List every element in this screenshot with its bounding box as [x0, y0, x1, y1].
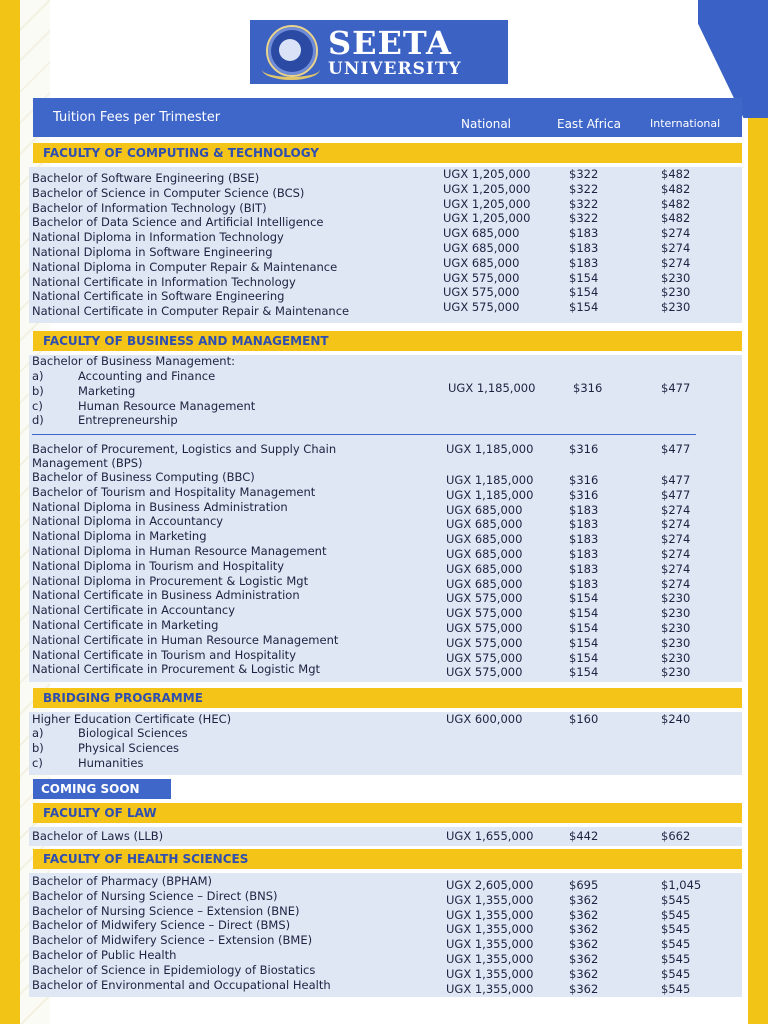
- section-business-title: FACULTY OF BUSINESS AND MANAGEMENT: [33, 331, 742, 351]
- program-name: Bachelor of Tourism and Hospitality Management: [32, 485, 316, 499]
- fee-east-africa: $160: [569, 712, 599, 726]
- fee-international: $477: [661, 488, 691, 502]
- fee-international: $545: [661, 922, 691, 936]
- university-logo: [250, 20, 508, 84]
- fee-east-africa: $362: [569, 967, 599, 981]
- fee-east-africa: $316: [569, 442, 599, 456]
- program-name: Bachelor of Information Technology (BIT): [32, 201, 267, 215]
- fee-national: UGX 1,355,000: [446, 893, 534, 907]
- program-name: Bachelor of Procurement, Logistics and Supply Chain: [32, 442, 337, 456]
- program-name: National Diploma in Procurement & Logistic Mgt: [32, 574, 309, 588]
- fee-national: UGX 685,000: [446, 517, 523, 531]
- fee-international: $230: [661, 606, 691, 620]
- fee-national: UGX 685,000: [443, 241, 520, 255]
- program-name: National Diploma in Software Engineering: [32, 245, 273, 259]
- fee-national: UGX 1,205,000: [443, 167, 531, 181]
- program-name: Higher Education Certificate (HEC): [32, 712, 232, 726]
- table-row: [0, 829, 768, 844]
- fee-east-africa: $183: [569, 532, 599, 546]
- fee-national: UGX 685,000: [446, 547, 523, 561]
- column-national: National: [461, 117, 512, 131]
- fee-international: $274: [661, 241, 691, 255]
- program-name: National Certificate in Software Engineering: [32, 289, 285, 303]
- page-title: Tuition Fees per Trimester: [53, 110, 221, 125]
- table-row: [0, 456, 768, 471]
- program-name: Bachelor of Environmental and Occupational Health: [32, 978, 331, 992]
- fee-east-africa: $183: [569, 547, 599, 561]
- fee-national: UGX 1,205,000: [443, 211, 531, 225]
- program-name: National Diploma in Tourism and Hospitality: [32, 559, 285, 573]
- fee-row: [0, 226, 768, 241]
- program-name: Bachelor of Software Engineering (BSE): [32, 171, 260, 185]
- list-item: b) Physical Sciences: [32, 741, 180, 755]
- fee-international: $545: [661, 937, 691, 951]
- fee-national: UGX 1,355,000: [446, 908, 534, 922]
- list-item: c) Humanities: [32, 756, 144, 770]
- program-name: Bachelor of Data Science and Artificial Intelligence: [32, 215, 324, 229]
- fee-row: [0, 167, 768, 182]
- section-computing-title: FACULTY OF COMPUTING & TECHNOLOGY: [33, 143, 742, 163]
- section-health-title: FACULTY OF HEALTH SCIENCES: [33, 849, 742, 869]
- fee-national: UGX 575,000: [446, 636, 523, 650]
- program-name: Bachelor of Midwifery Science – Extension (BME): [32, 933, 313, 947]
- fee-international: $477: [661, 442, 691, 456]
- fee-international: $482: [661, 197, 691, 211]
- fee-east-africa: $362: [569, 937, 599, 951]
- program-name: National Certificate in Marketing: [32, 618, 219, 632]
- fee-row: [0, 182, 768, 197]
- fee-national: UGX 575,000: [446, 621, 523, 635]
- fee-east-africa: $695: [569, 878, 599, 892]
- fee-east-africa: $183: [569, 562, 599, 576]
- fee-row: [0, 211, 768, 226]
- list-item: c) Human Resource Management: [32, 399, 256, 413]
- program-name: National Certificate in Computer Repair & Maintenance: [32, 304, 350, 318]
- program-name: Management (BPS): [32, 456, 143, 470]
- brand-subtitle: UNIVERSITY: [328, 58, 462, 79]
- fee-international: $274: [661, 532, 691, 546]
- fee-east-africa: $442: [569, 829, 599, 843]
- fee-row: [0, 665, 768, 680]
- program-name: National Diploma in Computer Repair & Maintenance: [32, 260, 338, 274]
- fee-international: $545: [661, 893, 691, 907]
- fee-national: UGX 2,605,000: [446, 878, 534, 892]
- fee-east-africa: $316: [573, 381, 603, 395]
- section-law-title: FACULTY OF LAW: [33, 803, 742, 823]
- list-item: a) Biological Sciences: [32, 726, 188, 740]
- fee-international: $230: [661, 271, 691, 285]
- program-name: Bachelor of Nursing Science – Direct (BNS): [32, 889, 278, 903]
- fee-national: UGX 685,000: [443, 256, 520, 270]
- fee-east-africa: $322: [569, 197, 599, 211]
- fee-national: UGX 600,000: [446, 712, 523, 726]
- fee-national: UGX 685,000: [446, 577, 523, 591]
- fee-row: [0, 197, 768, 212]
- program-name: Bachelor of Pharmacy (BPHAM): [32, 874, 213, 888]
- table-row: [0, 442, 768, 457]
- fee-international: $274: [661, 256, 691, 270]
- fee-national: UGX 575,000: [443, 300, 520, 314]
- program-name: National Certificate in Accountancy: [32, 603, 236, 617]
- fee-international: $482: [661, 182, 691, 196]
- fee-international: $230: [661, 651, 691, 665]
- fee-national: UGX 1,355,000: [446, 937, 534, 951]
- fee-east-africa: $362: [569, 922, 599, 936]
- program-name: Bachelor of Business Management:: [32, 354, 235, 368]
- program-name: National Diploma in Accountancy: [32, 514, 224, 528]
- table-row: [0, 381, 768, 396]
- fee-international: $662: [661, 829, 691, 843]
- fee-east-africa: $183: [569, 226, 599, 240]
- fee-national: UGX 1,185,000: [448, 381, 536, 395]
- fee-east-africa: $362: [569, 893, 599, 907]
- fee-international: $274: [661, 547, 691, 561]
- fee-national: UGX 685,000: [446, 532, 523, 546]
- fee-international: $482: [661, 167, 691, 181]
- fee-international: $274: [661, 562, 691, 576]
- fee-international: $274: [661, 226, 691, 240]
- fee-international: $230: [661, 636, 691, 650]
- fee-national: UGX 685,000: [446, 503, 523, 517]
- fee-east-africa: $322: [569, 167, 599, 181]
- fee-international: $274: [661, 517, 691, 531]
- fee-international: $477: [661, 473, 691, 487]
- program-name: Bachelor of Nursing Science – Extension (BNE): [32, 904, 300, 918]
- fee-international: $274: [661, 577, 691, 591]
- fee-east-africa: $154: [569, 665, 599, 679]
- fee-national: UGX 685,000: [443, 226, 520, 240]
- fee-row: [0, 256, 768, 271]
- section-bridging-title: BRIDGING PROGRAMME: [33, 688, 742, 708]
- fee-east-africa: $154: [569, 271, 599, 285]
- fee-east-africa: $154: [569, 606, 599, 620]
- seal-icon: [262, 23, 320, 81]
- fee-national: UGX 1,185,000: [446, 473, 534, 487]
- fee-national: UGX 1,185,000: [446, 442, 534, 456]
- program-name: Bachelor of Science in Computer Science (BCS): [32, 186, 305, 200]
- fee-east-africa: $183: [569, 577, 599, 591]
- fee-national: UGX 575,000: [443, 285, 520, 299]
- fee-international: $230: [661, 591, 691, 605]
- fee-international: $545: [661, 908, 691, 922]
- program-name: Bachelor of Science in Epidemiology of Biostatics: [32, 963, 316, 977]
- fee-national: UGX 1,355,000: [446, 952, 534, 966]
- fee-east-africa: $183: [569, 517, 599, 531]
- program-name: Bachelor of Midwifery Science – Direct (BMS): [32, 918, 291, 932]
- fee-international: $230: [661, 300, 691, 314]
- program-name: Bachelor of Business Computing (BBC): [32, 470, 255, 484]
- program-name: National Diploma in Marketing: [32, 529, 207, 543]
- program-name: Bachelor of Laws (LLB): [32, 829, 164, 843]
- fee-east-africa: $362: [569, 982, 599, 996]
- list-item: b) Marketing: [32, 384, 136, 398]
- fee-national: UGX 575,000: [446, 665, 523, 679]
- fee-international: $230: [661, 285, 691, 299]
- fee-national: UGX 1,355,000: [446, 922, 534, 936]
- fee-east-africa: $183: [569, 503, 599, 517]
- program-name: National Certificate in Human Resource Management: [32, 633, 339, 647]
- fee-international: $230: [661, 665, 691, 679]
- fee-national: UGX 1,655,000: [446, 829, 534, 843]
- fee-national: UGX 575,000: [446, 651, 523, 665]
- fee-international: $477: [661, 381, 691, 395]
- fee-international: $1,045: [661, 878, 702, 892]
- brand-name: SEETA: [328, 23, 452, 62]
- table-header: [33, 98, 742, 137]
- fee-international: $482: [661, 211, 691, 225]
- program-name: National Diploma in Business Administration: [32, 500, 288, 514]
- fee-east-africa: $322: [569, 182, 599, 196]
- fee-east-africa: $154: [569, 651, 599, 665]
- fee-international: $545: [661, 967, 691, 981]
- fee-international: $230: [661, 621, 691, 635]
- fee-national: UGX 1,355,000: [446, 982, 534, 996]
- fee-east-africa: $316: [569, 473, 599, 487]
- fee-international: $545: [661, 952, 691, 966]
- column-international: International: [650, 117, 721, 130]
- fee-east-africa: $154: [569, 621, 599, 635]
- fee-east-africa: $154: [569, 636, 599, 650]
- program-name: National Diploma in Information Technology: [32, 230, 284, 244]
- fee-row: [0, 271, 768, 286]
- table-row: [0, 354, 768, 369]
- fee-east-africa: $362: [569, 952, 599, 966]
- program-name: National Certificate in Tourism and Hospitality: [32, 648, 296, 662]
- fee-row: [0, 241, 768, 256]
- fee-national: UGX 685,000: [446, 562, 523, 576]
- divider: [32, 434, 696, 435]
- fee-national: UGX 1,355,000: [446, 967, 534, 981]
- table-row: [0, 712, 768, 727]
- fee-national: UGX 575,000: [446, 591, 523, 605]
- program-name: National Certificate in Business Administration: [32, 588, 300, 602]
- fee-east-africa: $154: [569, 591, 599, 605]
- fee-international: $545: [661, 982, 691, 996]
- fee-east-africa: $154: [569, 300, 599, 314]
- fee-national: UGX 1,205,000: [443, 197, 531, 211]
- program-name: National Diploma in Human Resource Management: [32, 544, 327, 558]
- column-east-africa: East Africa: [557, 117, 621, 131]
- fee-east-africa: $362: [569, 908, 599, 922]
- fee-east-africa: $316: [569, 488, 599, 502]
- fee-national: UGX 1,205,000: [443, 182, 531, 196]
- fee-row: [0, 285, 768, 300]
- coming-soon-badge: COMING SOON: [33, 779, 171, 799]
- fee-national: UGX 1,185,000: [446, 488, 534, 502]
- program-name: Bachelor of Public Health: [32, 948, 177, 962]
- fee-east-africa: $183: [569, 256, 599, 270]
- fee-international: $274: [661, 503, 691, 517]
- fee-row: [0, 982, 768, 997]
- fee-east-africa: $183: [569, 241, 599, 255]
- list-item: a) Accounting and Finance: [32, 369, 216, 383]
- fee-east-africa: $154: [569, 285, 599, 299]
- fee-east-africa: $322: [569, 211, 599, 225]
- fee-national: UGX 575,000: [446, 606, 523, 620]
- program-name: National Certificate in Procurement & Logistic Mgt: [32, 662, 321, 676]
- program-name: National Certificate in Information Technology: [32, 275, 296, 289]
- list-item: d) Entrepreneurship: [32, 413, 178, 427]
- fee-national: UGX 575,000: [443, 271, 520, 285]
- fee-row: [0, 300, 768, 315]
- fee-international: $240: [661, 712, 691, 726]
